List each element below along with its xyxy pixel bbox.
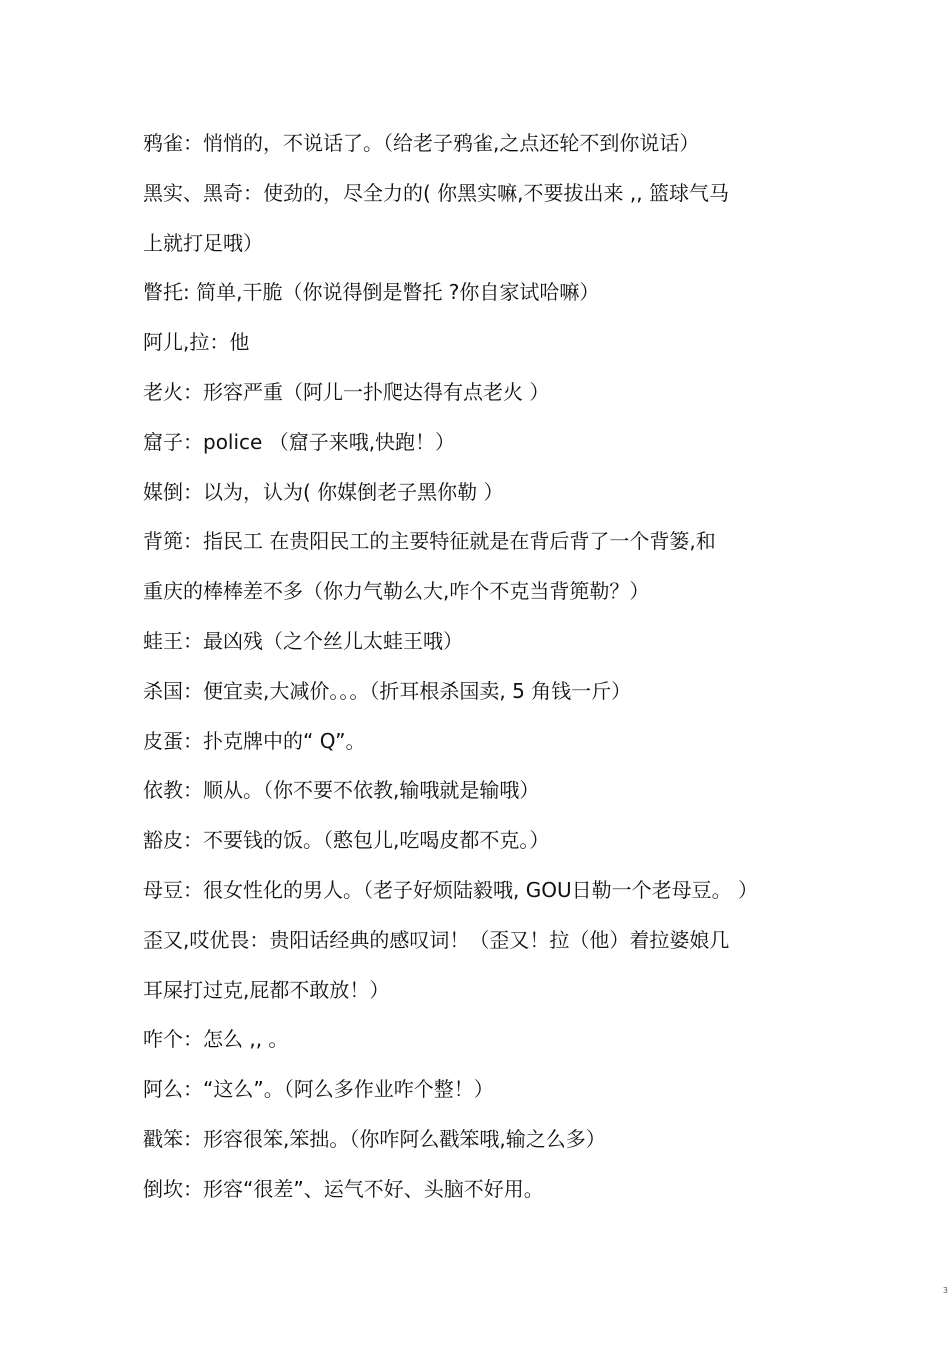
text-line: 母豆：很女性化的男人。（老子好烦陆毅哦, GOU日勒一个老母豆。 ） [143,877,758,902]
text-line: 歪又,哎优畏：贵阳话经典的感叹词！（歪又！拉（他）着拉婆娘几 [143,927,730,952]
text-line: 咋个：怎么 ,, 。 [143,1027,289,1052]
text-line: 媒倒：以为，认为( 你媒倒老子黑你勒 ） [143,479,504,504]
page-content [143,128,833,1224]
text-line: 蛙王：最凶残（之个丝儿太蛙王哦） [143,628,463,653]
text-line: 皮蛋：扑克牌中的“ Q”。 [143,728,366,753]
text-line: 瞥托: 简单,干脆（你说得倒是瞥托 ?你自家试哈嘛） [143,280,600,305]
text-line: 杀国：便宜卖,大减价。。。（折耳根杀国卖, 5 角钱一斤） [143,678,632,703]
text-line: 窟子：police （窟子来哦,快跑！） [143,429,456,454]
text-line: 背篼：指民工 在贵阳民工的主要特征就是在背后背了一个背篓,和 [143,529,716,554]
text-line: 阿么：“这么”。（阿么多作业咋个整！） [143,1077,494,1102]
text-line: 老火：形容严重（阿儿一扑爬达得有点老火 ） [143,379,550,404]
text-line: 耳屎打过克,屁都不敢放！） [143,977,390,1002]
page-number: 3 [942,1286,948,1295]
text-line: 倒坎：形容“很差”、运气不好、头脑不好用。 [143,1176,544,1201]
text-line: 豁皮：不要钱的饭。（憨包儿,吃喝皮都不克。） [143,828,550,853]
text-line: 重庆的棒棒差不多（你力气勒么大,咋个不克当背篼勒？） [143,579,650,604]
text-line: 鸦雀：悄悄的，不说话了。（给老子鸦雀,之点还轮不到你说话） [143,131,700,155]
text-line: 依教：顺从。（你不要不依教,输哦就是输哦） [143,778,540,803]
text-line: 上就打足哦） [143,230,263,255]
text-line: 阿儿,拉：他 [143,330,250,355]
text-line: 黑实、黑奇：使劲的，尽全力的( 你黑实嘛,不要拔出来 ,, 篮球气马 [143,180,729,205]
text-line: 戳笨：形容很笨,笨拙。（你咋阿么戳笨哦,输之么多） [143,1126,606,1151]
